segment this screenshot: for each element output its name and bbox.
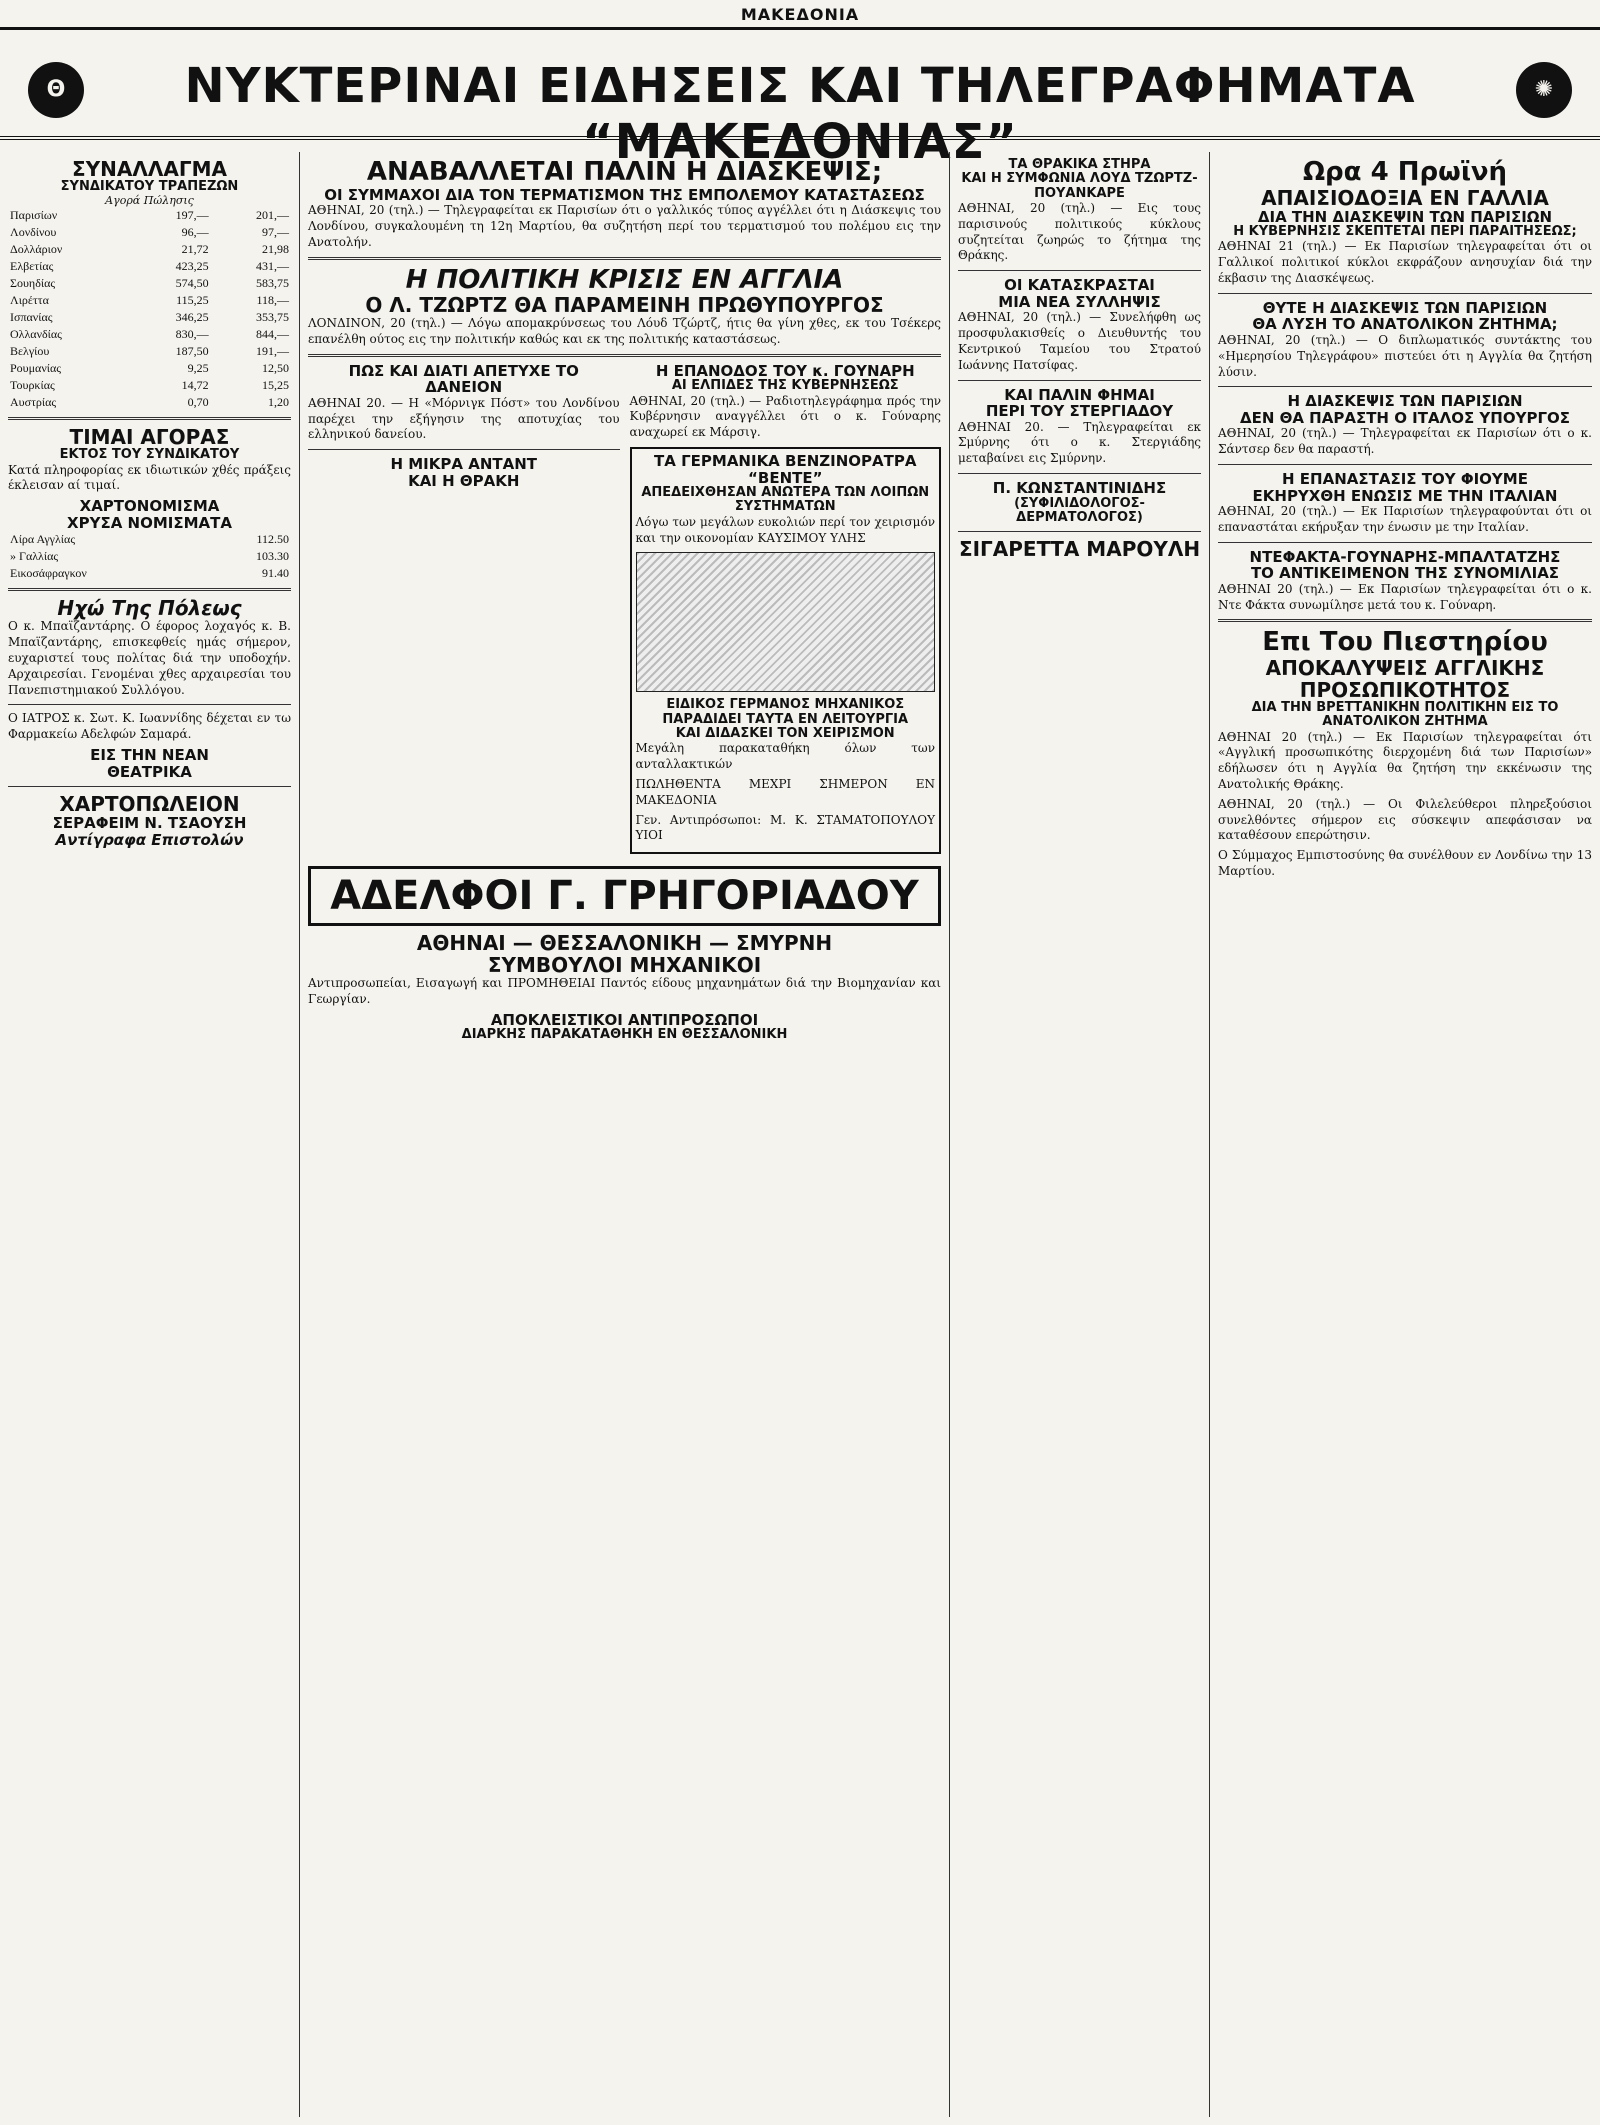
sell-rate: 15,25 — [262, 378, 289, 393]
theatre-title: ΘΕΑΤΡΙΚΑ — [107, 762, 192, 781]
entente-headline: Η ΜΙΚΡΑ ΑΝΤΑΝΤ — [390, 455, 538, 474]
gold-title: ΧΡΥΣΑ ΝΟΜΙΣΜΑΤΑ — [67, 513, 232, 532]
solution-body: ΑΘΗΝΑΙ, 20 (τηλ.) — Ο διπλωματικός συντάκτης του «Ημερησίου Τηλεγράφου» πιστεύει ότι η Αγγλία θα ζητήση λύσιν. — [1218, 332, 1592, 379]
loan-body: ΑΘΗΝΑΙ 20. — Η «Μόρνιγκ Πόστ» του Λονδίνου παρέχει την εξήγησιν της αποτυχίας του ελληνικού δανείου. — [308, 395, 620, 442]
exchange-row — [8, 292, 291, 309]
brothers-footer: ΔΙΑΡΚΗΣ ΠΑΡΑΚΑΤΑΘΗΚΗ ΕΝ ΘΕΣΣΑΛΟΝΙΚΗ — [461, 1027, 788, 1043]
masthead-label: ΜΑΚΕΔΟΝΙΑ — [740, 5, 860, 24]
crisis-body: ΛΟΝΔΙΝΟΝ, 20 (τηλ.) — Λόγω απομακρύνσεως του Λόυδ Τζώρτζ, ήτις θα γίνη χθες, εκ του Τσέκερς επανέλθη ούτος εις την πολιτικήν καθώς και εκ της πολιτικής καταστάσεως. — [308, 316, 941, 346]
gounaris-subheadline: ΑΙ ΕΛΠΙΔΕΣ ΤΗΣ ΚΥΒΕΡΝΗΣΕΩΣ — [671, 378, 899, 394]
currency-name: Αυστρίας — [10, 395, 57, 410]
coin-name: » Γαλλίας — [10, 549, 59, 564]
stergiadis-headline: ΚΑΙ ΠΑΛΙΝ ΦΗΜΑΙ — [1004, 385, 1155, 404]
buy-rate: 9,25 — [187, 361, 209, 376]
exchange-row — [8, 326, 291, 343]
brothers-exclusive: ΑΠΟΚΛΕΙΣΤΙΚΟΙ ΑΝΤΙΠΡΟΣΩΠΟΙ — [490, 1010, 759, 1029]
doctor-name: Π. ΚΩΝΣΤΑΝΤΙΝΙΔΗΣ — [992, 479, 1167, 497]
revelations-body: ΑΘΗΝΑΙ 20 (τηλ.) — Εκ Παρισίων τηλεγραφείται ότι «Αγγλική προσωπικότης διερχομένη διά των Παρισίων» εδήλωσεν ότι η Αγγλία θα ζητήση την εκκένωσιν της Ανατολικής Θράκης. — [1218, 729, 1592, 791]
gounaris-headline: Η ΕΠΑΝΟΔΟΣ ΤΟΥ κ. ΓΟΥΝΑΡΗ — [655, 361, 915, 380]
buy-rate: 574,50 — [175, 276, 209, 291]
france-headline: ΑΠΑΙΣΙΟΔΟΞΙΑ ΕΝ ΓΑΛΛΙΑ — [1261, 185, 1549, 210]
thrace-headline: ΤΑ ΘΡΑΚΙΚΑ ΣΤΗΡΑ — [1008, 157, 1151, 172]
exchange-row — [8, 360, 291, 377]
sell-rate: 191,— — [256, 344, 289, 359]
fiume-headline: Η ΕΠΑΝΑΣΤΑΣΙΣ ΤΟΥ ΦΙΟΥΜΕ — [1282, 470, 1528, 489]
exchange-row — [8, 343, 291, 360]
thrace-body: ΑΘΗΝΑΙ, 20 (τηλ.) — Εις τους παρισινούς πολιτικούς κύκλους συζητείται ζωηρώς το ζήτημα της Θράκης. — [958, 200, 1201, 263]
coin-price: 91.40 — [262, 566, 289, 581]
robbers-subheadline: ΜΙΑ ΝΕΑ ΣΥΛΛΗΨΙΣ — [998, 292, 1161, 311]
revelations-headline: ΑΠΟΚΑΛΥΨΕΙΣ ΑΓΓΛΙΚΗΣ ΠΡΟΣΩΠΙΚΟΤΗΤΟΣ — [1265, 655, 1545, 702]
gold-row — [8, 531, 291, 548]
neon-ad: ΕΙΣ ΤΗΝ ΝΕΑΝ — [90, 746, 209, 765]
currency-name: Ολλανδίας — [10, 327, 62, 342]
italian-headline: Η ΔΙΑΣΚΕΨΙΣ ΤΩΝ ΠΑΡΙΣΙΩΝ — [1287, 392, 1523, 411]
robbers-body: ΑΘΗΝΑΙ, 20 (τηλ.) — Συνελήφθη ως προσφυλακισθείς ο Διευθυντής του Κεντρικού Ταμείου του Στρατού Ιωάννης Πατσίφας. — [958, 310, 1201, 372]
engine-headline: ΤΑ ΓΕΡΜΑΝΙΚΑ ΒΕΝΖΙΝΟΡΑΤΡΑ “ΒΕΝΤΕ” — [654, 452, 917, 487]
robbers-headline: ΟΙ ΚΑΤΑΣΚΡΑΣΤΑΙ — [1004, 276, 1155, 295]
stergiadis-subheadline: ΠΕΡΙ ΤΟΥ ΣΤΕΡΓΙΑΔΟΥ — [985, 402, 1174, 421]
currency-name: Δολλάριον — [10, 242, 63, 257]
entente-subheadline: ΚΑΙ Η ΘΡΑΚΗ — [408, 471, 520, 490]
exchange-row — [8, 275, 291, 292]
banner-title: ΝΥΚΤΕΡΙΝΑΙ ΕΙΔΗΣΕΙΣ ΚΑΙ ΤΗΛΕΓΡΑΦΗΜΑΤΑ “ΜΑΚΕΔΟΝΙΑΣ” — [184, 58, 1416, 170]
press-headline: Επι Του Πιεστηρίου — [1262, 627, 1548, 658]
france-subheadline-2: Η ΚΥΒΕΡΝΗΣΙΣ ΣΚΕΠΤΕΤΑΙ ΠΕΡΙ ΠΑΡΑΙΤΗΣΕΩΣ; — [1233, 224, 1577, 240]
prices-text: Κατά πληροφορίας εκ ιδιωτικών χθές πράξεις έκλεισαν αί τιμαί. — [8, 462, 291, 493]
meeting-body: ΑΘΗΝΑΙ 20 (τηλ.) — Εκ Παρισίων τηλεγραφείται ότι ο κ. Ντε Φάκτα συνωμίλησε μετά του κ. Γούναρη. — [1218, 581, 1592, 612]
sell-rate: 1,20 — [268, 395, 289, 410]
engine-note: ΕΙΔΙΚΟΣ ΓΕΡΜΑΝΟΣ ΜΗΧΑΝΙΚΟΣ ΠΑΡΑΔΙΔΕΙ ΤΑΥΤΑ ΕΝ ΛΕΙΤΟΥΡΓΙΑ — [662, 697, 909, 727]
currency-name: Βελγίου — [10, 344, 50, 359]
engine-note2: ΚΑΙ ΔΙΔΑΣΚΕΙ ΤΟΝ ΧΕΙΡΙΣΜΟΝ — [675, 725, 895, 741]
hour-headline: Ωρα 4 Πρωϊνή — [1302, 157, 1508, 187]
buy-rate: 830,— — [175, 327, 209, 342]
italian-body: ΑΘΗΝΑΙ, 20 (τηλ.) — Τηλεγραφείται εκ Παρισίων ότι ο κ. Σάντσερ δεν θα παραστή. — [1218, 426, 1592, 457]
brothers-body: Αντιπροσωπείαι, Εισαγωγή και ΠΡΟΜΗΘΕΙΑΙ Παντός είδους μηχανημάτων διά την Βιομηχανίαν και Γεωργίαν. — [308, 976, 941, 1007]
exchange-row — [8, 394, 291, 411]
masthead — [0, 0, 1600, 30]
gold-row — [8, 548, 291, 565]
buy-rate: 14,72 — [181, 378, 209, 393]
currency-name: Παρισίων — [10, 208, 58, 223]
buy-rate: 346,25 — [175, 310, 209, 325]
exchange-row — [8, 258, 291, 275]
buy-rate: 115,25 — [176, 293, 209, 308]
revelations-subheadline: ΔΙΑ ΤΗΝ ΒΡΕΤΤΑΝΙΚΗΝ ΠΟΛΙΤΙΚΗΝ ΕΙΣ ΤΟ ΑΝΑΤΟΛΙΚΟΝ ΖΗΤΗΜΑ — [1251, 699, 1559, 730]
revelations-body-3: Ο Σύμμαχος Εμπιστοσύνης θα συνέλθουν εν Λονδίνω την 13 Μαρτίου. — [1218, 848, 1592, 879]
exchange-header: Αγορά Πώλησις — [105, 194, 194, 208]
currency-name: Λονδίνου — [10, 225, 57, 240]
stationery-title: ΧΑΡΤΟΠΩΛΕΙΟΝ — [59, 792, 240, 817]
exchange-row — [8, 377, 291, 394]
solution-subheadline: ΘΑ ΛΥΣΗ ΤΟ ΑΝΑΤΟΛΙΚΟΝ ΖΗΤΗΜΑ; — [1252, 315, 1558, 334]
emblem-left: Θ — [28, 62, 84, 118]
crisis-headline: Η ΠΟΛΙΤΙΚΗ ΚΡΙΣΙΣ ΕΝ ΑΓΓΛΙΑ — [405, 264, 844, 295]
france-body: ΑΘΗΝΑΙ 21 (τηλ.) — Εκ Παρισίων τηλεγραφείται ότι οι Γαλλικοί πολιτικοί κύκλοι εκφράζουν ανησυχίαν διά την έκβασιν της Διασκέψεως. — [1218, 239, 1592, 286]
engine-line: Λόγω των μεγάλων ευκολιών περί τον χειρισμόν και την οικονομίαν ΚΑΥΣΙΜΟΥ ΥΛΗΣ — [635, 514, 935, 545]
emblem-right-icon: ✺ — [1516, 62, 1572, 118]
france-subheadline: ΔΙΑ ΤΗΝ ΔΙΑΣΚΕΨΙΝ ΤΩΝ ΠΑΡΙΣΙΩΝ — [1257, 207, 1553, 226]
engine-advert — [630, 447, 942, 854]
brothers-advert-title: ΑΔΕΛΦΟΙ Γ. ΓΡΗΓΟΡΙΑΔΟΥ — [308, 866, 941, 926]
coin-price: 112.50 — [256, 532, 289, 547]
exchange-row — [8, 241, 291, 258]
prices-subtitle: ΕΚΤΟΣ ΤΟΥ ΣΥΝΔΙΚΑΤΟΥ — [59, 447, 240, 463]
sell-rate: 97,— — [262, 225, 289, 240]
gold-row — [8, 565, 291, 582]
solution-headline: ΘΥΤΕ Η ΔΙΑΣΚΕΨΙΣ ΤΩΝ ΠΑΡΙΣΙΩΝ — [1262, 298, 1548, 317]
stationery-name: ΣΕΡΑΦΕΙΜ Ν. ΤΣΑΟΥΣΗ — [52, 814, 247, 833]
sell-rate: 201,— — [256, 208, 289, 223]
exchange-row — [8, 309, 291, 326]
fiume-subheadline: ΕΚΗΡΥΧΘΗ ΕΝΩΣΙΣ ΜΕ ΤΗΝ ΙΤΑΛΙΑΝ — [1252, 486, 1558, 505]
sell-rate: 431,— — [256, 259, 289, 274]
engine-subheadline: ΑΠΕΔΕΙΧΘΗΣΑΝ ΑΝΩΤΕΡΑ ΤΩΝ ΛΟΙΠΩΝ ΣΥΣΤΗΜΑΤΩΝ — [641, 485, 930, 515]
loan-headline: ΠΩΣ ΚΑΙ ΔΙΑΤΙ ΑΠΕΤΥΧΕ ΤΟ ΔΑΝΕΙΟΝ — [348, 361, 579, 397]
prices-title: ΤΙΜΑΙ ΑΓΟΡΑΣ — [69, 425, 230, 450]
exchange-subtitle: ΣΥΝΔΙΚΑΤΟΥ ΤΡΑΠΕΖΩΝ — [60, 179, 239, 194]
currency-name: Τουρκίας — [10, 378, 55, 393]
exchange-table — [8, 207, 291, 411]
sell-rate: 844,— — [256, 327, 289, 342]
column-main — [300, 152, 950, 2117]
conference-subheadline: ΟΙ ΣΥΜΜΑΧΟΙ ΔΙΑ ΤΟΝ ΤΕΡΜΑΤΙΣΜΟΝ ΤΗΣ ΕΜΠΟΛΕΜΟΥ ΚΑΤΑΣΤΑΣΕΩΣ — [324, 185, 925, 204]
fiume-body: ΑΘΗΝΑΙ, 20 (τηλ.) — Εκ Παρισίων τηλεγραφούνται ότι οι επαναστάται εκήρυξαν την ένωσιν με την Ιταλίαν. — [1218, 504, 1592, 534]
buy-rate: 96,— — [181, 225, 209, 240]
buy-rate: 21,72 — [181, 242, 209, 257]
doctor-role: (ΣΥΦΙΛΙΔΟΛΟΓΟΣ-ΔΕΡΜΑΤΟΛΟΓΟΣ) — [1014, 495, 1145, 525]
column-markets — [0, 152, 300, 2117]
currency-name: Λιρέττα — [10, 293, 49, 308]
engine-sold: ΠΩΛΗΘΕΝΤΑ ΜΕΧΡΙ ΣΗΜΕΡΟΝ ΕΝ ΜΑΚΕΔΟΝΙΑ — [635, 776, 935, 807]
paper-money-title: ΧΑΡΤΟΝΟΜΙΣΜΑ — [79, 497, 220, 516]
stationery-sub: Αντίγραφα Επιστολών — [55, 830, 244, 849]
engine-agent: Γεν. Αντιπρόσωποι: Μ. Κ. ΣΤΑΜΑΤΟΠΟΥΛΟΥ ΥΙΟΙ — [635, 812, 935, 843]
currency-name: Ισπανίας — [10, 310, 53, 325]
sell-rate: 118,— — [256, 293, 289, 308]
exchange-row — [8, 224, 291, 241]
buy-rate: 0,70 — [187, 395, 209, 410]
echo-title: Ηχώ Της Πόλεως — [57, 596, 242, 621]
sell-rate: 353,75 — [256, 310, 289, 325]
exchange-row — [8, 207, 291, 224]
coin-name: Εικοσάφραγκον — [10, 566, 87, 581]
buy-rate: 197,— — [175, 208, 209, 223]
conference-headline: ΑΝΑΒΑΛΛΕΤΑΙ ΠΑΛΙΝ Η ΔΙΑΣΚΕΨΙΣ; — [366, 157, 883, 187]
echo-text: Ο κ. Μπαϊζαντάρης. Ο έφορος λοχαγός κ. Β. Μπαϊζαντάρης, επισκεφθείς ημάς σήμερον, ευχαριστεί τους πολίτας διά την υποδοχήν. Αρχαιρεσίαι. Γενομέναι χθες αρχαιρεσίαι του Πανεπιστημιακού Συλλόγου. — [8, 619, 291, 697]
italian-subheadline: ΔΕΝ ΘΑ ΠΑΡΑΣΤΗ Ο ΙΤΑΛΟΣ ΥΠΟΥΡΓΟΣ — [1239, 408, 1571, 427]
currency-name: Ρουμανίας — [10, 361, 62, 376]
buy-rate: 423,25 — [175, 259, 209, 274]
sell-rate: 12,50 — [262, 361, 289, 376]
engine-illustration — [636, 552, 936, 692]
sell-rate: 583,75 — [256, 276, 289, 291]
exchange-title: ΣΥΝΑΛΛΑΓΜΑ — [72, 157, 227, 181]
crisis-subheadline: Ο Λ. ΤΖΩΡΤΖ ΘΑ ΠΑΡΑΜΕΙΝΗ ΠΡΩΘΥΠΟΥΡΓΟΣ — [365, 293, 884, 318]
column-news — [950, 152, 1210, 2117]
cigarette-ad: ΣΙΓΑΡΕΤΤΑ ΜΑΡΟΥΛΗ — [958, 537, 1201, 562]
currency-name: Σουηδίας — [10, 276, 56, 291]
revelations-body-2: ΑΘΗΝΑΙ, 20 (τηλ.) — Οι Φιλελεύθεροι πληρεξούσιοι συνελθόντες σήμερον εις σύσκεψιν απεφάσισαν να καταθέσουν επερώτησιν. — [1218, 796, 1592, 843]
conference-body: ΑΘΗΝΑΙ, 20 (τηλ.) — Τηλεγραφείται εκ Παρισίων ότι ο γαλλικός τύπος αγγέλλει ότι η Διάσκεψις του Λονδίνου, συγκαλουμένη τη 12η Μαρτίου, θα συζητήση περί του τερματισμού του πολέμου εις την Ανατολήν. — [308, 203, 941, 249]
coin-price: 103.30 — [256, 549, 289, 564]
meeting-subheadline: ΤΟ ΑΝΤΙΚΕΙΜΕΝΟΝ ΤΗΣ ΣΥΝΟΜΙΛΙΑΣ — [1250, 564, 1560, 583]
thrace-subheadline: ΚΑΙ Η ΣΥΜΦΩΝΙΑ ΛΟΥΔ ΤΖΩΡΤΖ-ΠΟΥΑΝΚΑΡΕ — [961, 171, 1198, 201]
currency-name: Ελβετίας — [10, 259, 54, 274]
engine-stock: Μεγάλη παρακαταθήκη όλων των ανταλλακτικών — [635, 741, 935, 772]
brothers-cities: ΑΘΗΝΑΙ — ΘΕΣΣΑΛΟΝΙΚΗ — ΣΜΥΡΝΗ — [416, 931, 833, 956]
coin-name: Λίρα Αγγλίας — [10, 532, 76, 547]
brothers-sub: ΣΥΜΒΟΥΛΟΙ ΜΗΧΑΝΙΚΟΙ — [487, 953, 762, 978]
gold-table — [8, 531, 291, 582]
stergiadis-body: ΑΘΗΝΑΙ 20. — Τηλεγραφείται εκ Σμύρνης ότι ο κ. Στεργιάδης μεταβαίνει εις Σμύρνην. — [958, 419, 1201, 466]
column-latest — [1210, 152, 1600, 2117]
meeting-headline: ΝΤΕΦΑΚΤΑ-ΓΟΥΝΑΡΗΣ-ΜΠΑΛΤΑΤΖΗΣ — [1249, 547, 1561, 566]
buy-rate: 187,50 — [175, 344, 209, 359]
gounaris-body: ΑΘΗΝΑΙ, 20 (τηλ.) — Ραδιοτηλεγράφημα πρός την Κυβέρνησιν αναγγέλλει ότι ο κ. Γούναρης αναχωρεί εκ Μάρσιγ. — [629, 393, 941, 440]
doctor-ad: Ο ΙΑΤΡΟΣ κ. Σωτ. Κ. Ιωαννίδης δέχεται εν τω Φαρμακείω Αδελφών Σαμαρά. — [8, 711, 291, 742]
sell-rate: 21,98 — [262, 242, 289, 257]
